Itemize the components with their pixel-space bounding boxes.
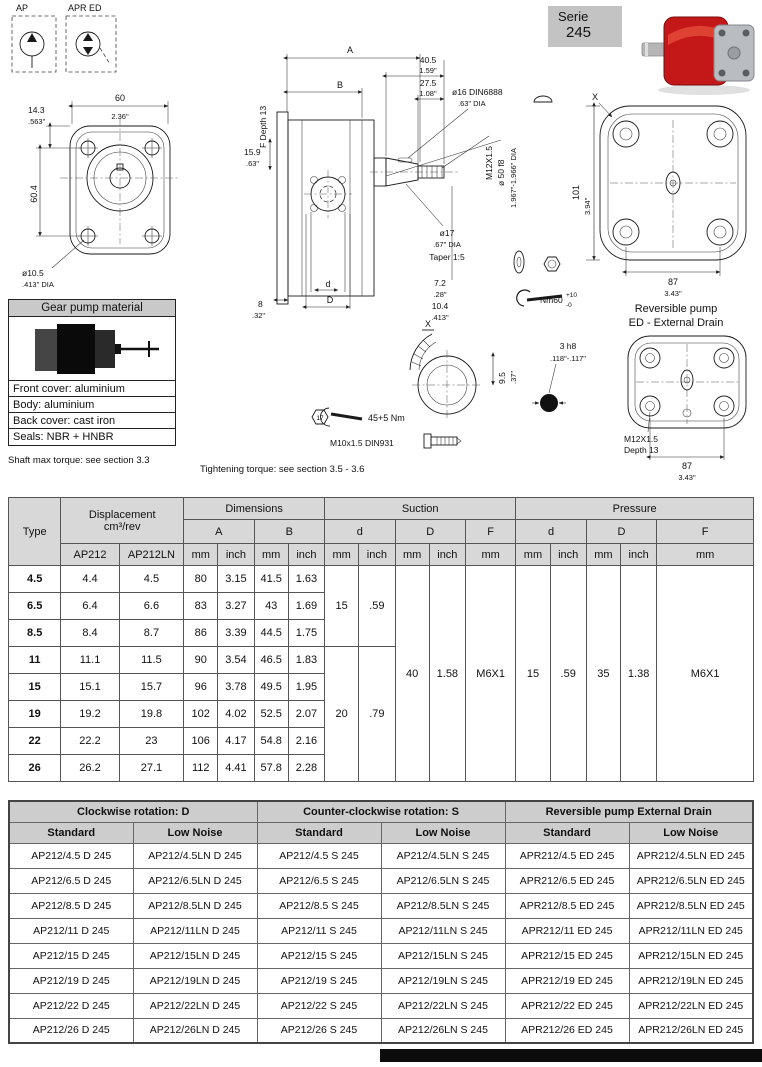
order-row bbox=[9, 893, 753, 918]
spec-cell: 1.83 bbox=[288, 647, 324, 674]
spec-unit: inch bbox=[550, 544, 586, 566]
order-cell: APR212/8.5LN ED 245 bbox=[629, 893, 753, 918]
spec-cell: 4.5 bbox=[119, 566, 183, 593]
order-group-counterclockwise: Counter-clockwise rotation: S bbox=[257, 801, 505, 822]
order-subheader: Standard bbox=[505, 822, 629, 843]
dim-front-hole-mm: ø10.5 bbox=[22, 268, 44, 278]
nut-torque-minus: -0 bbox=[566, 302, 572, 309]
spec-cell: 3.15 bbox=[218, 566, 254, 593]
spec-cell: 46.5 bbox=[254, 647, 288, 674]
spec-cell: 52.5 bbox=[254, 701, 288, 728]
bolt-icon bbox=[424, 434, 461, 448]
spec-cell: 90 bbox=[184, 647, 218, 674]
dim-plate-in: .32" bbox=[252, 311, 266, 320]
order-cell: AP212/26 D 245 bbox=[9, 1018, 133, 1043]
spec-cell: 54.8 bbox=[254, 728, 288, 755]
spec-cell: 22.2 bbox=[61, 728, 119, 755]
order-cell: AP212/4.5 S 245 bbox=[257, 843, 381, 868]
order-cell: AP212/15LN D 245 bbox=[133, 943, 257, 968]
order-cell: AP212/15 D 245 bbox=[9, 943, 133, 968]
spec-unit: mm bbox=[254, 544, 288, 566]
dim-shaft-len-in: 1.59" bbox=[419, 66, 437, 75]
dim-b-label: B bbox=[336, 80, 344, 90]
footer-bar bbox=[380, 1049, 762, 1062]
spec-cell: 106 bbox=[184, 728, 218, 755]
spec-cell-pressure-D-in: 1.38 bbox=[621, 566, 657, 782]
washer-icon bbox=[514, 251, 524, 273]
spec-unit: inch bbox=[218, 544, 254, 566]
spec-unit: mm bbox=[184, 544, 218, 566]
spec-cell: 44.5 bbox=[254, 620, 288, 647]
spec-header-suction: Suction bbox=[325, 498, 516, 520]
order-cell: AP212/4.5LN S 245 bbox=[381, 843, 505, 868]
dim-a-label: A bbox=[346, 45, 354, 55]
order-row bbox=[9, 918, 753, 943]
dim-front-offset-mm: 14.3 bbox=[28, 105, 45, 115]
spec-cell-suction-f: M6X1 bbox=[465, 566, 515, 782]
dim-front-height-mm: 60.4 bbox=[29, 185, 39, 203]
order-cell: APR212/22LN ED 245 bbox=[629, 993, 753, 1018]
spec-cell-type: 4.5 bbox=[9, 566, 61, 593]
spec-cell-type: 6.5 bbox=[9, 593, 61, 620]
dim-plate-mm: 8 bbox=[258, 299, 263, 309]
dim-back-height-mm: 101 bbox=[571, 184, 581, 200]
order-cell: AP212/6.5LN S 245 bbox=[381, 868, 505, 893]
spec-header-ap212: AP212 bbox=[61, 544, 119, 566]
order-cell: AP212/26LN D 245 bbox=[133, 1018, 257, 1043]
order-cell: APR212/11 ED 245 bbox=[505, 918, 629, 943]
back-view-drawing bbox=[571, 92, 746, 329]
dim-key-h-in: .28" bbox=[433, 290, 447, 299]
pump-photo-image bbox=[640, 5, 758, 97]
spec-cell: 4.17 bbox=[218, 728, 254, 755]
spec-cell-type: 11 bbox=[9, 647, 61, 674]
spec-header-pressure-f: F bbox=[657, 520, 754, 544]
order-cell: AP212/4.5 D 245 bbox=[9, 843, 133, 868]
order-row bbox=[9, 843, 753, 868]
spec-cell: 3.27 bbox=[218, 593, 254, 620]
spec-cell: 102 bbox=[184, 701, 218, 728]
spec-cell-suction-d-mm: 20 bbox=[325, 647, 359, 782]
spec-cell: 1.69 bbox=[288, 593, 324, 620]
spec-cell: 23 bbox=[119, 728, 183, 755]
order-cell: AP212/8.5 S 245 bbox=[257, 893, 381, 918]
material-box-image bbox=[9, 317, 175, 381]
thread-annotation: M12X1.5 bbox=[484, 145, 494, 180]
spec-cell: 6.4 bbox=[61, 593, 119, 620]
order-cell: APR212/22 ED 245 bbox=[505, 993, 629, 1018]
order-group-clockwise: Clockwise rotation: D bbox=[9, 801, 257, 822]
order-cell: AP212/19LN D 245 bbox=[133, 968, 257, 993]
order-cell: AP212/11 D 245 bbox=[9, 918, 133, 943]
order-cell: APR212/15LN ED 245 bbox=[629, 943, 753, 968]
dim-key-width-mm: 3 h8 bbox=[559, 341, 577, 351]
dim-rev-width-in: 3.43" bbox=[678, 473, 696, 482]
spec-cell: 57.8 bbox=[254, 755, 288, 782]
spec-cell: 3.39 bbox=[218, 620, 254, 647]
schematic-apr-ed bbox=[66, 3, 116, 72]
spec-cell-type: 15 bbox=[9, 674, 61, 701]
spec-cell: 83 bbox=[184, 593, 218, 620]
order-cell: AP212/22LN S 245 bbox=[381, 993, 505, 1018]
order-cell: AP212/6.5LN D 245 bbox=[133, 868, 257, 893]
spec-cell-suction-D-in: 1.58 bbox=[429, 566, 465, 782]
order-cell: AP212/15LN S 245 bbox=[381, 943, 505, 968]
spec-cell: 19.8 bbox=[119, 701, 183, 728]
spec-cell: 43 bbox=[254, 593, 288, 620]
order-cell: AP212/26LN S 245 bbox=[381, 1018, 505, 1043]
nut-icon bbox=[544, 257, 560, 271]
detail-x-drawing bbox=[312, 319, 586, 448]
spec-header-suction-f: F bbox=[465, 520, 515, 544]
material-row: Front cover: aluminium bbox=[9, 381, 175, 397]
dim-back-width-mm: 87 bbox=[667, 277, 679, 287]
spec-unit: inch bbox=[359, 544, 395, 566]
dim-detail-depth-mm: 9.5 bbox=[497, 372, 507, 384]
order-cell: APR212/19 ED 245 bbox=[505, 968, 629, 993]
spec-cell-suction-d-mm: 15 bbox=[325, 566, 359, 647]
order-cell: AP212/26 S 245 bbox=[257, 1018, 381, 1043]
spec-cell: 1.63 bbox=[288, 566, 324, 593]
order-subheader: Low Noise bbox=[381, 822, 505, 843]
tightening-wrench-icon bbox=[312, 408, 362, 426]
nut-torque-value: Nm60 bbox=[540, 295, 563, 305]
spec-cell-pressure-f: M6X1 bbox=[657, 566, 754, 782]
rev-thread-depth: Depth 13 bbox=[624, 445, 659, 455]
taper-dia-in: .67" DIA bbox=[433, 240, 461, 249]
order-cell: APR212/15 ED 245 bbox=[505, 943, 629, 968]
order-cell: AP212/6.5 S 245 bbox=[257, 868, 381, 893]
order-cell: AP212/15 S 245 bbox=[257, 943, 381, 968]
rev-thread-label: M12X1.5 bbox=[624, 434, 659, 444]
dim-back-height-in: 3.94" bbox=[583, 197, 592, 215]
material-row: Body: aluminium bbox=[9, 397, 175, 413]
spec-header-displacement-line2: cm³/rev bbox=[103, 520, 141, 533]
spec-unit: mm bbox=[325, 544, 359, 566]
spec-header-ap212ln: AP212LN bbox=[119, 544, 183, 566]
order-cell: AP212/4.5LN D 245 bbox=[133, 843, 257, 868]
spec-cell-pressure-d-mm: 15 bbox=[516, 566, 550, 782]
spec-header-suction-d: d bbox=[325, 520, 395, 544]
order-row bbox=[9, 993, 753, 1018]
nut-torque-plus: +10 bbox=[566, 292, 578, 299]
dim-front-width-in: 2.36" bbox=[111, 112, 129, 121]
schematic-apr-ed-label: APR ED bbox=[68, 3, 102, 13]
order-cell: AP212/8.5LN S 245 bbox=[381, 893, 505, 918]
order-subheader: Low Noise bbox=[133, 822, 257, 843]
dim-f-depth: F Depth 13 bbox=[258, 105, 268, 148]
order-subheader: Standard bbox=[9, 822, 133, 843]
order-cell: APR212/26 ED 245 bbox=[505, 1018, 629, 1043]
spec-cell: 4.4 bbox=[61, 566, 119, 593]
order-cell: APR212/6.5LN ED 245 bbox=[629, 868, 753, 893]
order-cell: APR212/8.5 ED 245 bbox=[505, 893, 629, 918]
spec-cell-pressure-D-mm: 35 bbox=[586, 566, 620, 782]
detail-marker-x: X bbox=[592, 92, 599, 102]
serie-badge-number: 245 bbox=[566, 24, 592, 41]
spec-cell: 11.5 bbox=[119, 647, 183, 674]
pilot-annotation: ø 50 f8 bbox=[496, 159, 506, 186]
spec-unit: mm bbox=[586, 544, 620, 566]
spec-header-b: B bbox=[254, 520, 324, 544]
dim-shaft-len-mm: 40.5 bbox=[419, 55, 437, 65]
dim-rev-width-mm: 87 bbox=[681, 461, 693, 471]
spec-header-dimensions: Dimensions bbox=[184, 498, 325, 520]
pilot-annotation-in: 1.967"-1.966" DIA bbox=[509, 148, 518, 208]
spec-unit: inch bbox=[288, 544, 324, 566]
order-cell: AP212/11 S 245 bbox=[257, 918, 381, 943]
spec-unit: mm bbox=[657, 544, 754, 566]
order-table bbox=[8, 800, 754, 1044]
spec-cell: 1.95 bbox=[288, 674, 324, 701]
order-cell: AP212/19 S 245 bbox=[257, 968, 381, 993]
order-cell: AP212/8.5 D 245 bbox=[9, 893, 133, 918]
spec-header-a: A bbox=[184, 520, 254, 544]
order-cell: AP212/22 S 245 bbox=[257, 993, 381, 1018]
dim-flange-mm: 15.9 bbox=[244, 147, 261, 157]
note-tightening-torque: Tightening torque: see section 3.5 - 3.6 bbox=[200, 464, 365, 475]
order-subheader: Low Noise bbox=[629, 822, 753, 843]
spec-row bbox=[9, 566, 754, 593]
spec-cell: 2.16 bbox=[288, 728, 324, 755]
spec-cell: 4.02 bbox=[218, 701, 254, 728]
spec-cell: 4.41 bbox=[218, 755, 254, 782]
spec-cell-type: 8.5 bbox=[9, 620, 61, 647]
spec-cell-suction-D-mm: 40 bbox=[395, 566, 429, 782]
spec-header-pressure-D: D bbox=[586, 520, 656, 544]
spec-cell: 1.75 bbox=[288, 620, 324, 647]
spec-cell: 112 bbox=[184, 755, 218, 782]
spec-cell: 3.54 bbox=[218, 647, 254, 674]
reversible-caption-line2: ED - External Drain bbox=[628, 317, 724, 329]
dim-front-offset-in: .563" bbox=[28, 117, 46, 126]
front-view-drawing bbox=[22, 93, 180, 289]
material-row: Seals: NBR + HNBR bbox=[13, 430, 114, 443]
woodruff-key-icon bbox=[534, 96, 552, 102]
spec-unit: inch bbox=[429, 544, 465, 566]
spec-unit: mm bbox=[465, 544, 515, 566]
reversible-view-drawing bbox=[624, 336, 746, 482]
order-cell: AP212/6.5 D 245 bbox=[9, 868, 133, 893]
spec-cell: 41.5 bbox=[254, 566, 288, 593]
spec-cell-suction-d-in: .59 bbox=[359, 566, 395, 647]
order-row bbox=[9, 1018, 753, 1043]
dim-taper-len-mm: 27.5 bbox=[419, 78, 437, 88]
reversible-caption-line1: Reversible pump bbox=[634, 303, 718, 315]
spec-header-type: Type bbox=[9, 498, 61, 566]
dim-key-l-mm: 10.4 bbox=[431, 301, 449, 311]
dim-front-width-mm: 60 bbox=[114, 93, 126, 103]
order-cell: AP212/8.5LN D 245 bbox=[133, 893, 257, 918]
spec-header-displacement-line1: Displacement bbox=[88, 508, 156, 521]
spec-cell: 15.7 bbox=[119, 674, 183, 701]
dim-back-width-in: 3.43" bbox=[664, 289, 682, 298]
dim-key-width-in: .118"-.117" bbox=[550, 354, 586, 363]
order-cell: AP212/11LN S 245 bbox=[381, 918, 505, 943]
spec-cell: 8.4 bbox=[61, 620, 119, 647]
spec-cell: 96 bbox=[184, 674, 218, 701]
detail-x-label: X bbox=[424, 319, 432, 329]
side-view-drawing bbox=[244, 45, 577, 322]
spec-cell: 2.28 bbox=[288, 755, 324, 782]
serie-badge-title: Serie bbox=[558, 9, 589, 24]
key-annotation-mm: ø16 DIN6888 bbox=[452, 87, 503, 97]
order-cell: AP212/11LN D 245 bbox=[133, 918, 257, 943]
order-cell: AP212/22LN D 245 bbox=[133, 993, 257, 1018]
spec-cell: 2.07 bbox=[288, 701, 324, 728]
taper-ratio: Taper 1:5 bbox=[429, 252, 465, 262]
spec-header-pressure: Pressure bbox=[516, 498, 754, 520]
dim-taper-len-in: 1.08" bbox=[419, 89, 437, 98]
order-row bbox=[9, 943, 753, 968]
serie-badge bbox=[548, 6, 622, 47]
dim-detail-depth-in: .37" bbox=[509, 370, 518, 384]
dim-D-label: D bbox=[326, 295, 334, 305]
order-row bbox=[9, 868, 753, 893]
material-row: Back cover: cast iron bbox=[9, 413, 175, 429]
spec-header-suction-D: D bbox=[395, 520, 465, 544]
spec-cell: 6.6 bbox=[119, 593, 183, 620]
pump-photo bbox=[640, 5, 758, 97]
spec-cell-type: 19 bbox=[9, 701, 61, 728]
tightening-torque-value: 45+5 Nm bbox=[368, 413, 405, 423]
dim-flange-in: .63" bbox=[246, 159, 260, 168]
key-section-dot bbox=[540, 394, 558, 412]
schematic-ap-label: AP bbox=[16, 3, 29, 13]
pump-section-image bbox=[9, 317, 175, 379]
spec-cell: 80 bbox=[184, 566, 218, 593]
taper-dia-mm: ø17 bbox=[439, 228, 455, 238]
dim-key-h-mm: 7.2 bbox=[434, 278, 446, 288]
note-shaft-torque: Shaft max torque: see section 3.3 bbox=[8, 455, 150, 466]
spec-cell: 27.1 bbox=[119, 755, 183, 782]
key-annotation-in: .63" DIA bbox=[458, 99, 486, 108]
spec-cell: 49.5 bbox=[254, 674, 288, 701]
spec-cell-suction-d-in: .79 bbox=[359, 647, 395, 782]
spec-cell: 26.2 bbox=[61, 755, 119, 782]
spec-table bbox=[8, 497, 754, 782]
spec-cell: 15.1 bbox=[61, 674, 119, 701]
schematic-ap bbox=[12, 3, 56, 72]
order-cell: AP212/22 D 245 bbox=[9, 993, 133, 1018]
spec-header-pressure-d: d bbox=[516, 520, 586, 544]
spec-cell: 19.2 bbox=[61, 701, 119, 728]
order-cell: APR212/26LN ED 245 bbox=[629, 1018, 753, 1043]
spec-header-displacement bbox=[61, 498, 184, 544]
dim-d-label: d bbox=[325, 279, 331, 289]
order-group-reversible: Reversible pump External Drain bbox=[505, 801, 753, 822]
dim-front-hole-in: .413" DIA bbox=[22, 280, 54, 289]
spec-cell-type: 26 bbox=[9, 755, 61, 782]
spec-cell: 3.78 bbox=[218, 674, 254, 701]
order-cell: APR212/6.5 ED 245 bbox=[505, 868, 629, 893]
spec-unit: mm bbox=[516, 544, 550, 566]
bolt-spec: M10x1.5 DIN931 bbox=[330, 438, 394, 448]
order-cell: APR212/4.5 ED 245 bbox=[505, 843, 629, 868]
order-cell: APR212/4.5LN ED 245 bbox=[629, 843, 753, 868]
wrench-size-label: 17 bbox=[316, 415, 324, 422]
order-row bbox=[9, 968, 753, 993]
order-cell: APR212/11LN ED 245 bbox=[629, 918, 753, 943]
dim-key-l-in: .413" bbox=[431, 313, 449, 322]
order-cell: APR212/19LN ED 245 bbox=[629, 968, 753, 993]
order-cell: AP212/19 D 245 bbox=[9, 968, 133, 993]
spec-cell-type: 22 bbox=[9, 728, 61, 755]
material-box-title: Gear pump material bbox=[9, 300, 175, 317]
spec-cell-pressure-d-in: .59 bbox=[550, 566, 586, 782]
spec-cell: 11.1 bbox=[61, 647, 119, 674]
spec-unit: inch bbox=[621, 544, 657, 566]
spec-cell: 8.7 bbox=[119, 620, 183, 647]
spec-cell: 86 bbox=[184, 620, 218, 647]
order-cell: AP212/19LN S 245 bbox=[381, 968, 505, 993]
spec-unit: mm bbox=[395, 544, 429, 566]
order-subheader: Standard bbox=[257, 822, 381, 843]
material-box bbox=[8, 299, 176, 446]
